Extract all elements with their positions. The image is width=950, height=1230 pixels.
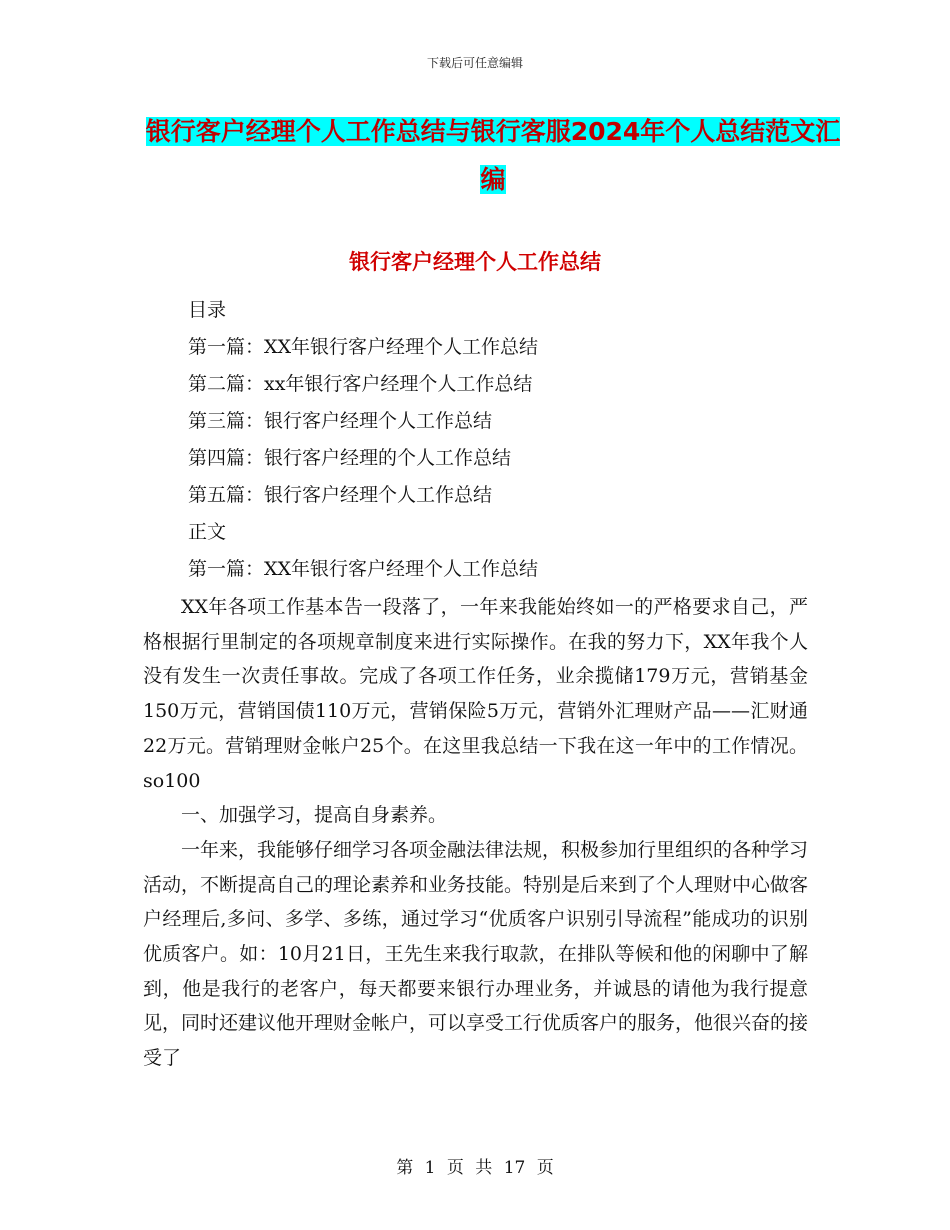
- paragraph: XX年各项工作基本告一段落了，一年来我能始终如一的严格要求自己，严格根据行里制定的各项规章制度来进行实际操作。在我的努力下，XX年我个人没有发生一次责任事故。完成了各项工作任务，业余揽储179万元，营销基金150万元，营销国债110万元，营销保险5万元，营销外汇理财产品——汇财通22万元。营销理财金帐户25个。在这里我总结一下我在这一年中的工作情况。so100: [143, 596, 808, 792]
- header-note: 下载后可任意编辑: [426, 56, 523, 70]
- toc-heading: 目录: [188, 299, 227, 321]
- first-article-heading: 第一篇：XX年银行客户经理个人工作总结: [188, 558, 539, 580]
- body-text: [143, 590, 808, 1076]
- table-of-contents: [188, 292, 828, 588]
- toc-item: 第一篇：XX年银行客户经理个人工作总结: [188, 336, 539, 358]
- section-title: 银行客户经理个人工作总结: [349, 250, 601, 274]
- document-title: [143, 108, 843, 204]
- paragraph: 一年来，我能够仔细学习各项金融法律法规，积极参加行里组织的各种学习活动，不断提高自己的理论素养和业务技能。特别是后来到了个人理财中心做客户经理后,多问、多学、多练，通过学习“优质客户识别引导流程”能成功的识别优质客户。如：10月21日，王先生来我行取款，在排队等候和他的闲聊中了解到，他是我行的老客户，每天都要来银行办理业务，并诚恳的请他为我行提意见，同时还建议他开理财金帐户，可以享受工行优质客户的服务，他很兴奋的接受了: [143, 838, 809, 1070]
- toc-item: 第四篇：银行客户经理的个人工作总结: [188, 447, 512, 469]
- paragraph: 一、加强学习，提高自身素养。: [181, 804, 448, 827]
- document-title-text: 银行客户经理个人工作总结与银行客服2024年个人总结范文汇编: [145, 117, 841, 194]
- body-heading: 正文: [188, 521, 227, 543]
- toc-item: 第三篇：银行客户经理个人工作总结: [188, 410, 493, 432]
- page-footer: 第 1 页 共 17 页: [396, 1158, 554, 1178]
- toc-item: 第五篇：银行客户经理个人工作总结: [188, 484, 493, 506]
- toc-item: 第二篇：xx年银行客户经理个人工作总结: [188, 373, 533, 395]
